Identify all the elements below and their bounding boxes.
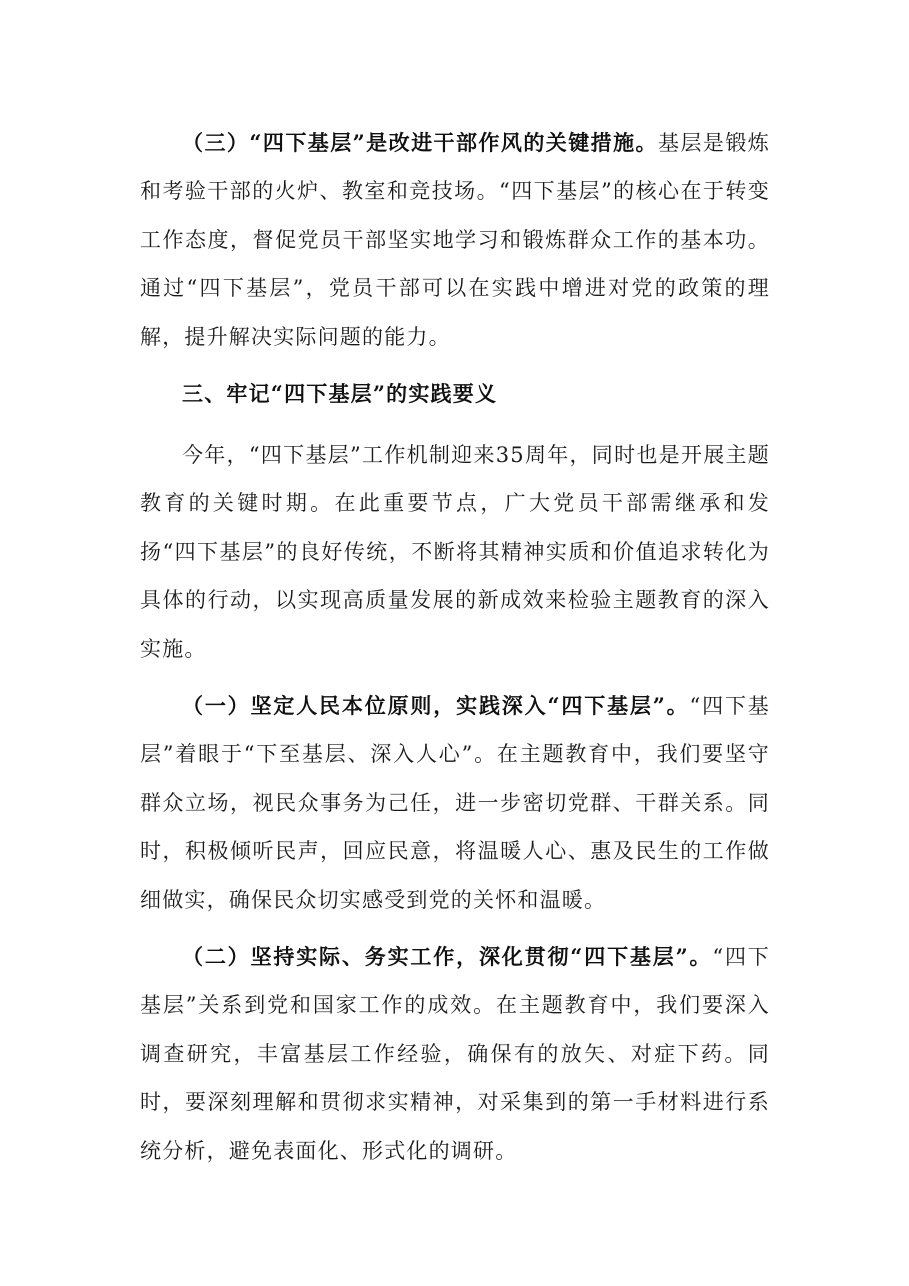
paragraph-body: 基层是锻炼和考验干部的火炉、教室和竞技场。“四下基层”的核心在于转变工作态度，督促党员干部坚实地学习和锻炼群众工作的基本功。通过“四下基层”，党员干部可以在实践中增进对党的政策的理解，提升解决实际问题的能力。 — [140, 131, 771, 349]
paragraph-lead: （一）坚定人民本位原则，实践深入“四下基层”。 — [182, 693, 690, 718]
paragraph-body: “四下基层”关系到党和国家工作的成效。在主题教育中，我们要深入调查研究，丰富基层工作经验，确保有的放矢、对症下药。同时，要深刻理解和贯彻求实精神，对采集到的第一手材料进行系统分析，避免表面化、形式化的调研。 — [140, 945, 770, 1163]
paragraph-lead: （二）坚持实际、务实工作，深化贯彻“四下基层”。 — [182, 944, 713, 969]
paragraph-lead: （三）“四下基层”是改进干部作风的关键措施。 — [182, 130, 659, 155]
paragraph-body: 今年，“四下基层”工作机制迎来35周年，同时也是开展主题教育的关键时期。在此重要节点，广大党员干部需继承和发扬“四下基层”的良好传统，不断将其精神实质和价值追求转化为具体的行动，以实现高质量发展的新成效来检验主题教育的深入实施。 — [140, 443, 770, 661]
paragraph-key-measure — [140, 119, 770, 361]
paragraph-practical-work — [140, 933, 770, 1175]
paragraph-intro — [140, 431, 770, 673]
paragraph-people-first — [140, 682, 770, 924]
section-heading-3: 三、牢记“四下基层”的实践要义 — [182, 381, 498, 406]
paragraph-body: “四下基层”着眼于“下至基层、深入人心”。在主题教育中，我们要坚守群众立场，视民众事务为己任，进一步密切党群、干群关系。同时，积极倾听民声，回应民意，将温暖人心、惠及民生的工作做细做实，确保民众切实感受到党的关怀和温暖。 — [140, 694, 770, 912]
